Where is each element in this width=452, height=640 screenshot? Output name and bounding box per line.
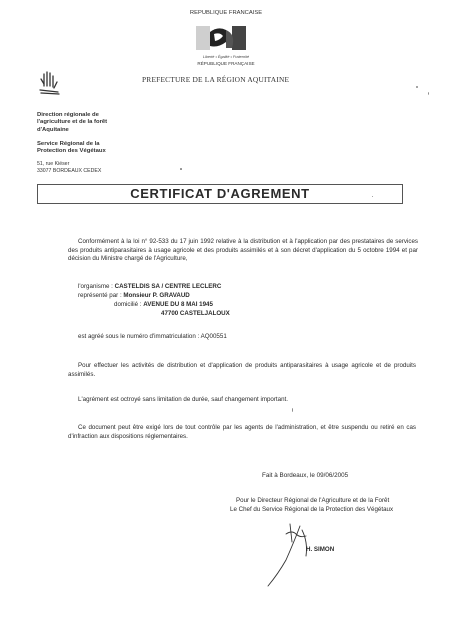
activities-paragraph: Pour effectuer les activités de distribution et d'application de produits antiparasitaires à usage agricole et de produits assimilés.: [68, 362, 416, 378]
representative-line: [78, 292, 190, 301]
marianne-logo: [196, 22, 246, 52]
scan-speck: [180, 168, 182, 170]
address-line: 33077 BORDEAUX CEDEX: [37, 167, 102, 174]
direction-line: l'agriculture et de la forêt: [37, 119, 108, 126]
prefecture-heading: PREFECTURE DE LA RÉGION AQUITAINE: [142, 75, 290, 84]
service-line: Service Régional de la: [37, 141, 100, 147]
domicile-value: AVENUE DU 8 MAI 1945: [143, 301, 213, 308]
signer-name: H. SIMON: [306, 546, 335, 553]
scan-speck: [372, 196, 373, 197]
logo-caption: RÉPUBLIQUE FRANÇAISE: [197, 61, 255, 66]
registration-number: AQ00551: [200, 333, 227, 340]
organisation-line: [78, 283, 221, 292]
representative-value: Monsieur P. GRAVAUD: [123, 292, 190, 299]
issue-date: Fait à Bordeaux, le 09/06/2005: [262, 472, 349, 479]
control-paragraph: Ce document peut être exigé lors de tout contrôle par les agents de l'administration, et être suspendu ou retiré en cas d'infraction aux dispositions réglementaires.: [68, 424, 416, 440]
service-line: Protection des Végétaux: [37, 148, 106, 155]
domicile-label: domicilié :: [114, 301, 142, 308]
organisation-label: l'organisme :: [78, 283, 113, 290]
domicile-line: [114, 301, 213, 310]
registration-line: [78, 333, 227, 342]
address-line: 51, rue Kiéser: [37, 161, 70, 167]
direction-line: d'Aquitaine: [37, 126, 69, 133]
sender-direction: [37, 112, 167, 134]
scan-speck: [292, 408, 293, 412]
scan-speck: [416, 86, 418, 88]
marianne-logo-graphic: [196, 22, 246, 52]
signatory-title-line1: Pour le Directeur Régional de l'Agriculture et de la Forêt: [236, 497, 390, 504]
organisation-value: CASTELDIS SA / CENTRE LECLERC: [114, 283, 222, 290]
sender-service: [37, 141, 167, 156]
republique-heading: REPUBLIQUE FRANCAISE: [189, 10, 263, 16]
legal-basis-paragraph: Conformément à la loi n° 92-533 du 17 juin 1992 relative à la distribution et à l'application par des prestataires de services des produits antiparasitaires à usage agricole et des produits assimilés et à son décret d'application du 5 octobre 1994 et par décision du Ministre chargé de l'Agriculture,: [68, 238, 418, 263]
city-line: 47700 CASTELJALOUX: [161, 310, 230, 317]
validity-paragraph: L'agrément est octroyé sans limitation de durée, sauf changement important.: [78, 396, 288, 403]
registration-label: est agréé sous le numéro d'immatriculation :: [78, 333, 200, 340]
scan-speck: [428, 92, 429, 95]
certificate-title: CERTIFICAT D'AGREMENT: [37, 184, 403, 204]
direction-line: Direction régionale de: [37, 112, 99, 118]
ministry-hand-icon: [38, 70, 60, 96]
signatory-title-line2: Le Chef du Service Régional de la Protection des Végétaux: [230, 506, 394, 513]
sender-address: [37, 161, 167, 174]
representative-label: représenté par :: [78, 292, 122, 299]
republic-motto: Liberté • Égalité • Fraternité: [202, 55, 250, 59]
